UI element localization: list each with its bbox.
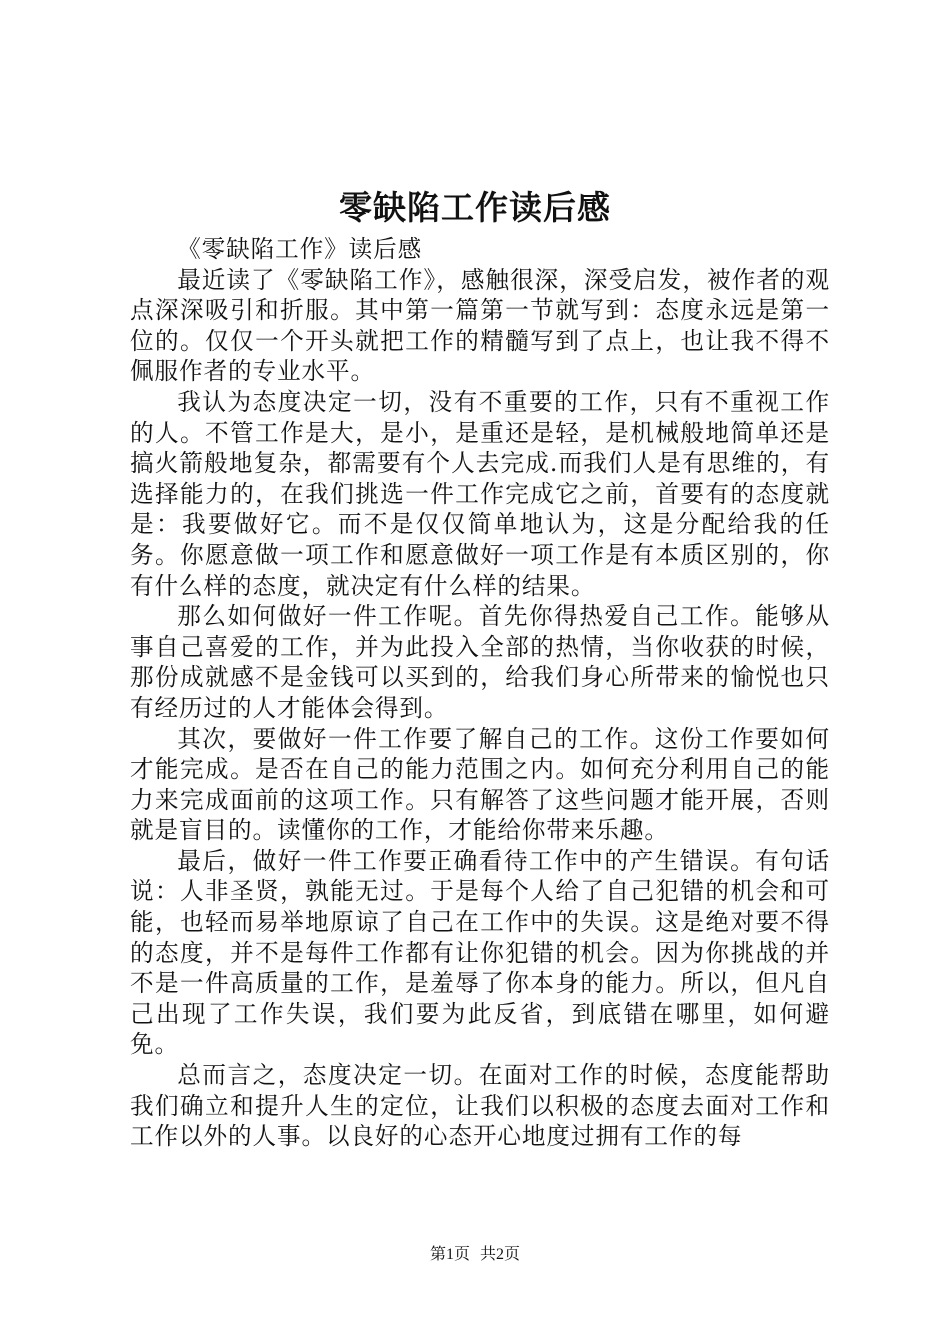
paragraph: 最近读了《零缺陷工作》，感触很深，深受启发，被作者的观点深深吸引和折服。其中第一篇第一节就写到：态度永远是第一位的。仅仅一个开头就把工作的精髓写到了点上，也让我不得不佩服作者的专业水平。 [130,265,830,386]
page-number: 第1页 [429,1246,470,1263]
paragraph-subtitle: 《零缺陷工作》读后感 [177,235,423,263]
document-title: 零缺陷工作读后感 [339,188,611,227]
paragraph: 我认为态度决定一切，没有不重要的工作，只有不重视工作的人。不管工作是大，是小，是重还是轻，是机械般地简单还是搞火箭般地复杂，都需要有个人去完成.而我们人是有思维的，有选择能力的，在我们挑选一件工作完成它之前，首要有的态度就是：我要做好它。而不是仅仅简单地认为，这是分配给我的任务。你愿意做一项工作和愿意做好一项工作是有本质区别的，你有什么样的态度，就决定有什么样的结果。 [130,387,830,600]
page-total: 共2页 [480,1246,521,1263]
paragraph: 那么如何做好一件工作呢。首先你得热爱自己工作。能够从事自己喜爱的工作，并为此投入全部的热情，当你收获的时候，那份成就感不是金钱可以买到的，给我们身心所带来的愉悦也只有经历过的人才能体会得到。 [130,602,830,722]
paragraph: 其次，要做好一件工作要了解自己的工作。这份工作要如何才能完成。是否在自己的能力范围之内。如何充分利用自己的能力来完成面前的这项工作。只有解答了这些问题才能开展，否则就是盲目的。读懂你的工作，才能给你带来乐趣。 [130,724,830,845]
paragraph: 总而言之，态度决定一切。在面对工作的时候，态度能帮助我们确立和提升人生的定位，让我们以积极的态度去面对工作和工作以外的人事。以良好的心态开心地度过拥有工作的每 [130,1061,830,1151]
paragraph: 最后，做好一件工作要正确看待工作中的产生错误。有句话说：人非圣贤，孰能无过。于是每个人给了自己犯错的机会和可能，也轻而易举地原谅了自己在工作中的失误。这是绝对要不得的态度，并不是每件工作都有让你犯错的机会。因为你挑战的并不是一件高质量的工作，是羞辱了你本身的能力。所以，但凡自己出现了工作失误，我们要为此反省，到底错在哪里，如何避免。 [130,846,830,1059]
page-footer [0,1244,950,1266]
document-body [130,234,830,1152]
